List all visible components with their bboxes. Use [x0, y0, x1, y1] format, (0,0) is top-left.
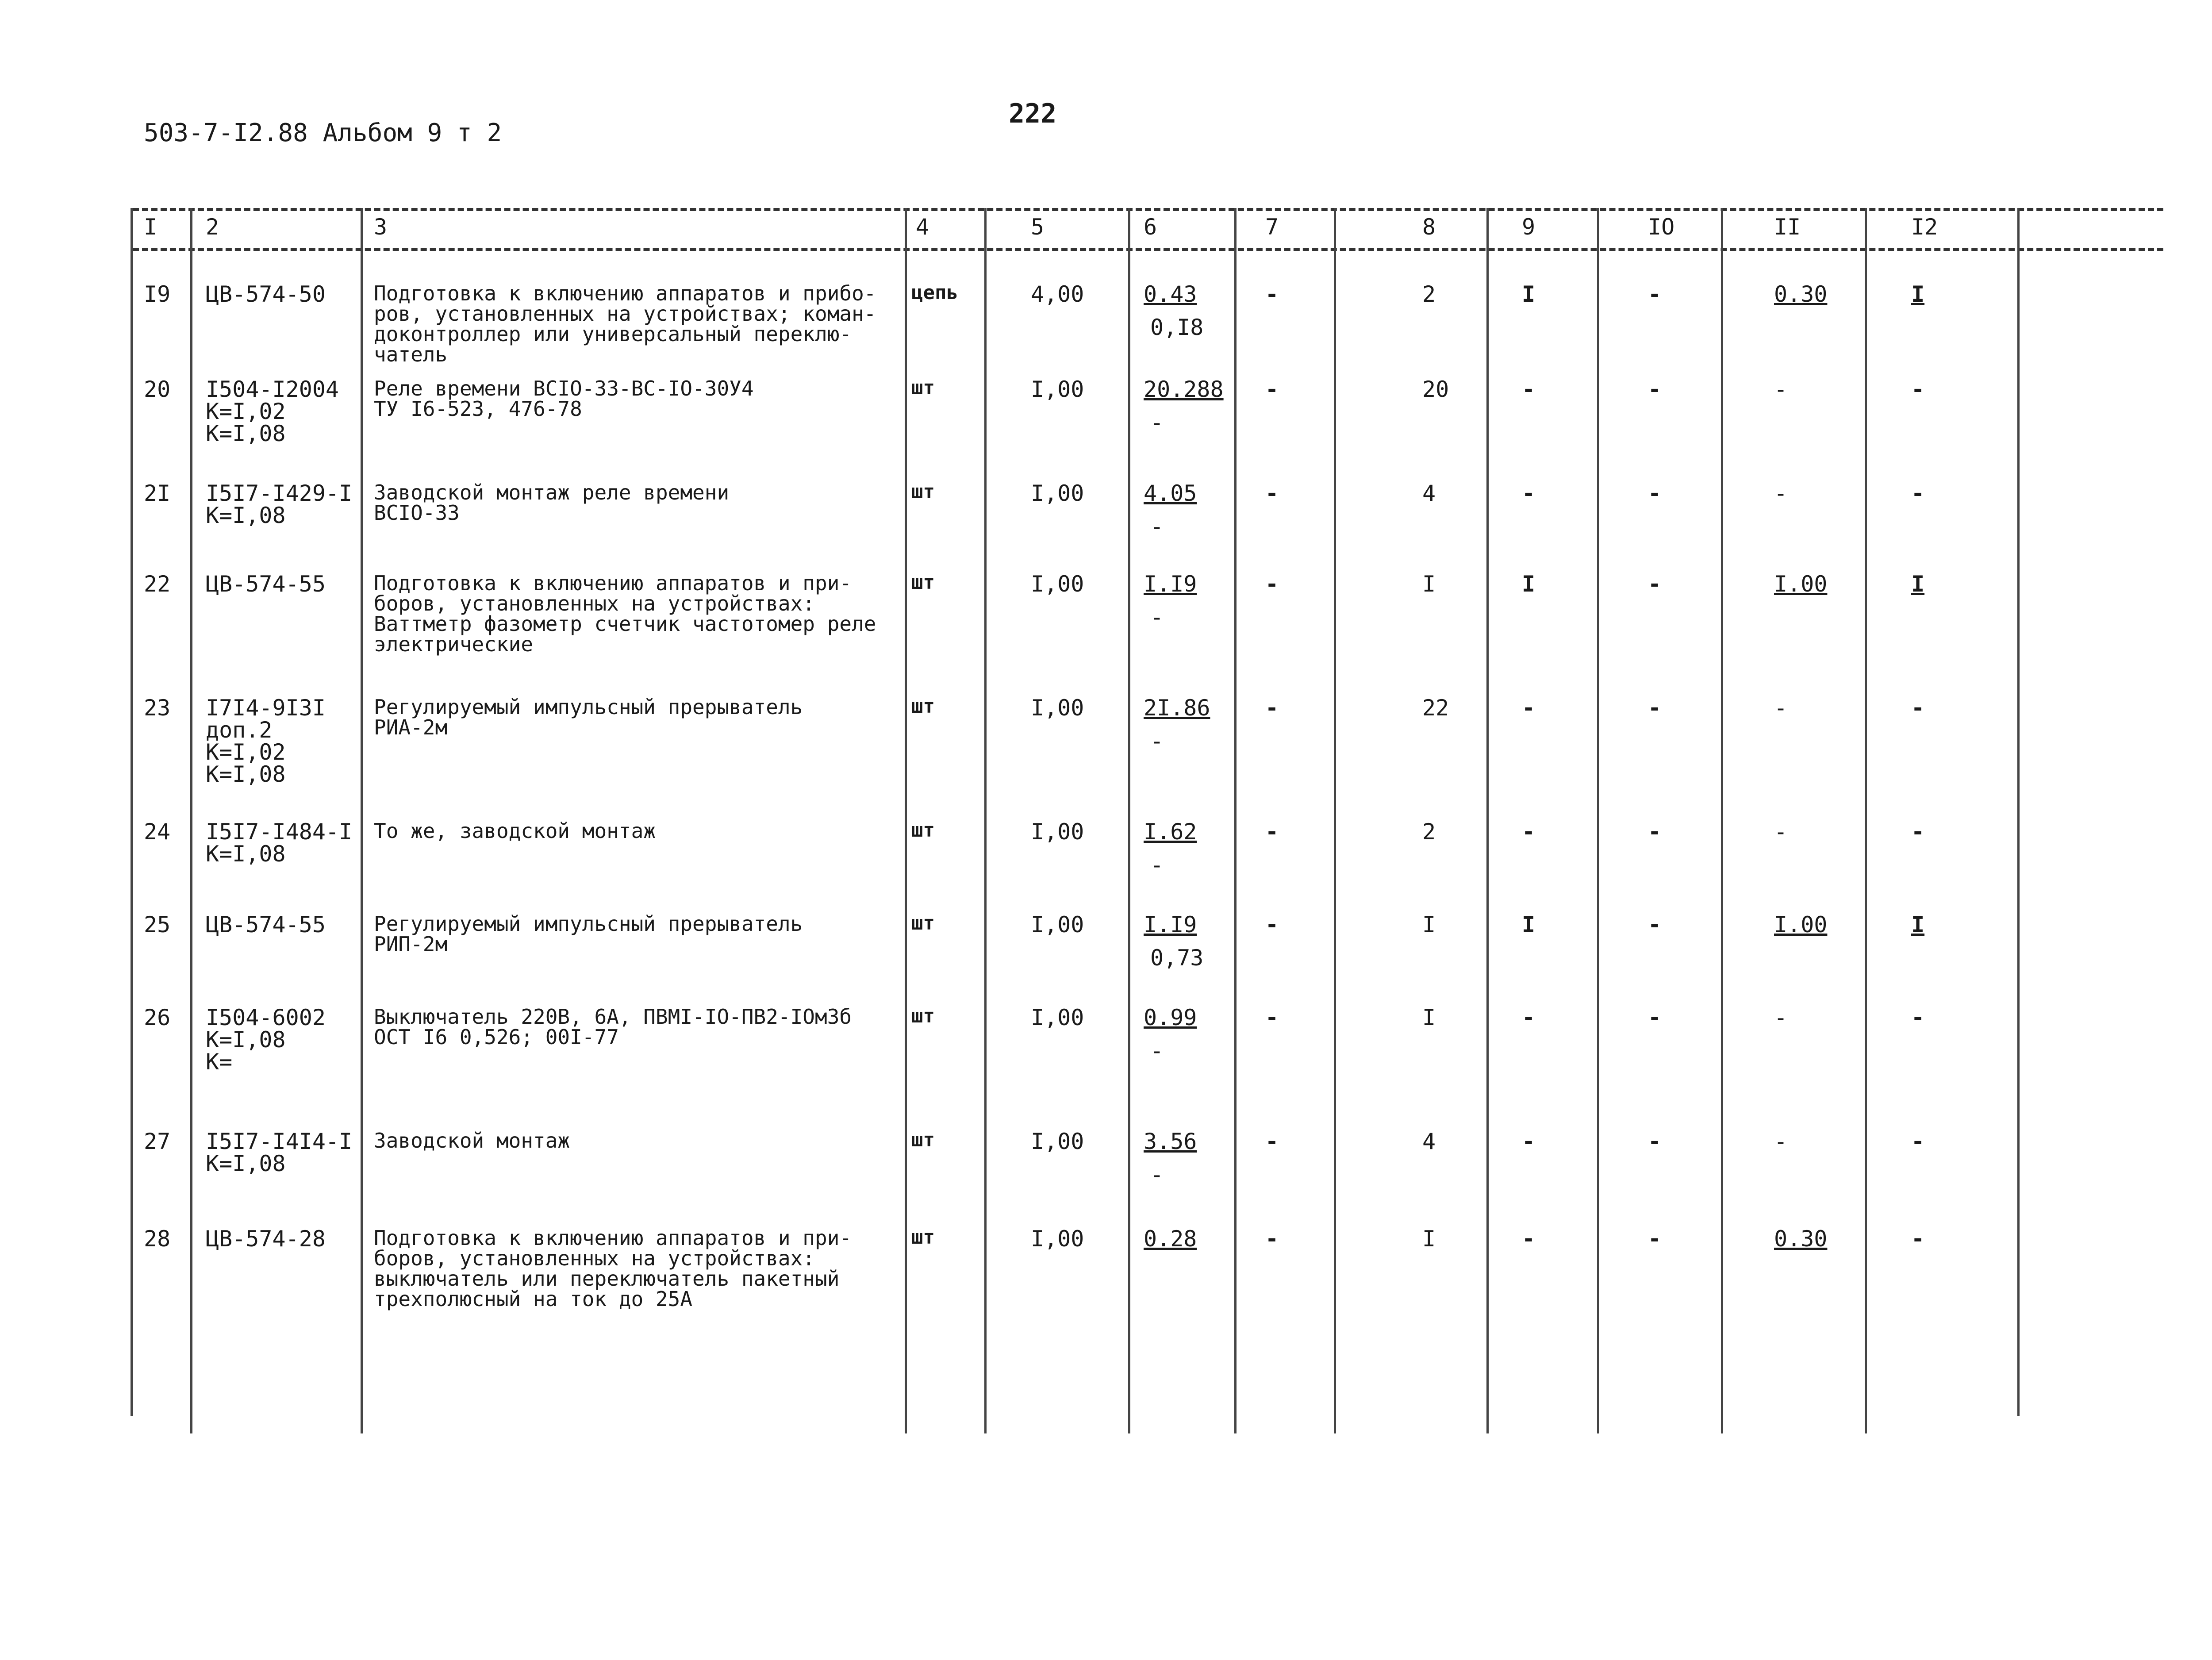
table-cell-desc: Выключатель 220В, 6А, ПВМI-IО-ПВ2-IОм3б ОСТ I6 0,526; 00I-77 [374, 1005, 852, 1049]
table-cell-c9: - [1522, 695, 1536, 721]
table-cell-desc: Подготовка к включению аппаратов и при- боров, установленных на устройствах: выключатель или переключатель пакетный трехполюсный на ток до 25А [374, 1226, 852, 1311]
table-cell-c12: I [1911, 281, 1925, 307]
table-cell-c12: - [1911, 377, 1925, 402]
table-cell-c8: I [1422, 912, 1436, 938]
column-divider [190, 208, 192, 1433]
table-cell-c8: I [1422, 1226, 1436, 1252]
table-cell-c10: - [1648, 480, 1662, 506]
table-cell-c12: I [1911, 571, 1925, 597]
table-cell-c8: 22 [1422, 695, 1449, 721]
table-cell-c10: - [1648, 1129, 1662, 1154]
table-cell-n: 26 [144, 1005, 171, 1030]
table-cell-qty: 4,00 [1031, 281, 1084, 307]
table-cell-unit: шт [911, 819, 935, 842]
table-cell-c9: - [1522, 480, 1536, 506]
table-cell-c7: - [1265, 1005, 1279, 1030]
column-divider [1865, 208, 1867, 1433]
table-cell-c6: 0.99 [1144, 1005, 1197, 1030]
table-cell-c8: I [1422, 571, 1436, 597]
table-cell-c6-lower: - [1150, 728, 1164, 754]
table-cell-c7: - [1265, 912, 1279, 938]
table-cell-n: 22 [144, 571, 171, 597]
table-cell-unit: шт [911, 480, 935, 503]
table-cell-c6: 2I.86 [1144, 695, 1210, 721]
table-cell-n: 27 [144, 1129, 171, 1154]
table-cell-c7: - [1265, 1226, 1279, 1252]
table-cell-desc: Подготовка к включению аппаратов и прибо- ров, установленных на устройствах; коман- доконтроллер или универсальный переклю- чатель [374, 281, 876, 366]
table-cell-c9: - [1522, 377, 1536, 402]
table-cell-c8: 4 [1422, 480, 1436, 506]
column-divider [2017, 208, 2020, 1416]
table-cell-c11: 0.30 [1774, 1226, 1828, 1252]
header-bottom-rule [133, 248, 2163, 251]
table-cell-c10: - [1648, 912, 1662, 938]
table-cell-c6: 20.288 [1144, 377, 1224, 402]
table-cell-code: I5I7-I429-I К=I,08 [206, 480, 353, 528]
table-cell-c6-lower: - [1150, 514, 1164, 539]
table-cell-c9: - [1522, 1226, 1536, 1252]
table-cell-c10: - [1648, 1226, 1662, 1252]
column-divider [1597, 208, 1599, 1433]
table-cell-c7: - [1265, 480, 1279, 506]
header-top-rule [133, 208, 2163, 211]
table-cell-c8: 2 [1422, 819, 1436, 845]
column-header: 7 [1265, 214, 1279, 240]
table-cell-c6: I.I9 [1144, 571, 1197, 597]
column-header: II [1774, 214, 1801, 240]
table-cell-n: 2I [144, 480, 171, 506]
table-cell-c10: - [1648, 819, 1662, 845]
table-cell-c6: 3.56 [1144, 1129, 1197, 1154]
table-cell-code: I5I7-I484-I К=I,08 [206, 819, 353, 867]
table-cell-unit: шт [911, 1226, 935, 1249]
table-cell-c8: 20 [1422, 377, 1449, 402]
column-header: IO [1648, 214, 1675, 240]
column-header: 8 [1422, 214, 1436, 240]
table-cell-c9: I [1522, 281, 1536, 307]
table-cell-desc: Регулируемый импульсный прерыватель РИП-2м [374, 912, 803, 956]
table-cell-n: 23 [144, 695, 171, 721]
column-header: I [144, 214, 157, 240]
table-cell-c12: I [1911, 912, 1925, 938]
column-divider [905, 208, 907, 1433]
table-cell-unit: шт [911, 377, 935, 399]
column-header: 3 [374, 214, 388, 240]
table-cell-c11: - [1774, 480, 1788, 506]
table-cell-qty: I,00 [1031, 377, 1084, 402]
page-number: 222 [1009, 98, 1057, 129]
table-cell-n: I9 [144, 281, 171, 307]
column-divider [131, 208, 133, 1416]
table-cell-c11: 0.30 [1774, 281, 1828, 307]
table-cell-c8: 4 [1422, 1129, 1436, 1154]
table-cell-desc: То же, заводской монтаж [374, 819, 656, 843]
table-cell-c6-lower: 0,I8 [1150, 315, 1204, 340]
column-divider [1234, 208, 1237, 1433]
table-cell-c11: - [1774, 377, 1788, 402]
table-cell-c7: - [1265, 819, 1279, 845]
table-cell-unit: шт [911, 571, 935, 594]
table-cell-c6: I.I9 [1144, 912, 1197, 938]
table-cell-c7: - [1265, 281, 1279, 307]
table-cell-c9: - [1522, 1005, 1536, 1030]
table-cell-c7: - [1265, 695, 1279, 721]
table-cell-code: I504-6002 К=I,08 К= [206, 1005, 326, 1075]
column-divider [1128, 208, 1130, 1433]
table-cell-c11: - [1774, 819, 1788, 845]
column-header: 4 [916, 214, 929, 240]
column-divider [1721, 208, 1723, 1433]
table-cell-n: 28 [144, 1226, 171, 1252]
table-cell-c10: - [1648, 695, 1662, 721]
table-cell-c12: - [1911, 819, 1925, 845]
table-cell-c6-lower: - [1150, 604, 1164, 630]
table-cell-c9: I [1522, 571, 1536, 597]
table-cell-c6-lower: - [1150, 1162, 1164, 1187]
column-header: I2 [1911, 214, 1938, 240]
table-cell-qty: I,00 [1031, 1226, 1084, 1252]
table-cell-code: I504-I2004 К=I,02 К=I,08 [206, 377, 339, 446]
column-divider [1486, 208, 1489, 1433]
column-header: 5 [1031, 214, 1045, 240]
table-cell-c12: - [1911, 1226, 1925, 1252]
table-cell-desc: Заводской монтаж реле времени ВСIО-33 [374, 480, 730, 525]
table-cell-n: 20 [144, 377, 171, 402]
table-cell-c8: 2 [1422, 281, 1436, 307]
table-cell-c6: 0.43 [1144, 281, 1197, 307]
column-divider [361, 208, 363, 1433]
table-cell-c7: - [1265, 377, 1279, 402]
table-cell-c6-lower: - [1150, 410, 1164, 435]
table-cell-c11: I.00 [1774, 912, 1828, 938]
table-cell-unit: цепь [911, 281, 958, 304]
table-cell-c6-lower: 0,73 [1150, 945, 1204, 971]
table-cell-qty: I,00 [1031, 1129, 1084, 1154]
table-cell-unit: шт [911, 1129, 935, 1151]
table-cell-code: ЦВ-574-28 [206, 1226, 326, 1252]
table-cell-desc: Реле времени ВСIО-33-ВС-IО-30У4 ТУ I6-523, 476-78 [374, 377, 754, 421]
table-cell-qty: I,00 [1031, 480, 1084, 506]
table-cell-c12: - [1911, 480, 1925, 506]
table-cell-n: 24 [144, 819, 171, 845]
table-cell-qty: I,00 [1031, 819, 1084, 845]
table-cell-code: ЦВ-574-50 [206, 281, 326, 307]
table-cell-c8: I [1422, 1005, 1436, 1030]
table-cell-desc: Регулируемый импульсный прерыватель РИА-2м [374, 695, 803, 739]
table-cell-c10: - [1648, 1005, 1662, 1030]
table-cell-c11: I.00 [1774, 571, 1828, 597]
column-divider [984, 208, 987, 1433]
column-divider [1334, 208, 1336, 1433]
table-cell-qty: I,00 [1031, 1005, 1084, 1030]
table-cell-c7: - [1265, 571, 1279, 597]
table-cell-c6: I.62 [1144, 819, 1197, 845]
table-cell-c6-lower: - [1150, 1038, 1164, 1064]
table-cell-unit: шт [911, 695, 935, 718]
document-designation: 503-7-I2.88 Альбом 9 т 2 [144, 119, 502, 147]
table-cell-desc: Подготовка к включению аппаратов и при- боров, установленных на устройствах: Ваттметр фазометр счетчик частотомер реле электрические [374, 571, 876, 656]
table-cell-c6: 4.05 [1144, 480, 1197, 506]
table-cell-code: I5I7-I4I4-I К=I,08 [206, 1129, 353, 1176]
table-cell-c12: - [1911, 695, 1925, 721]
table-cell-c12: - [1911, 1129, 1925, 1154]
table-cell-qty: I,00 [1031, 912, 1084, 938]
table-cell-c11: - [1774, 695, 1788, 721]
column-header: 9 [1522, 214, 1536, 240]
table-cell-c10: - [1648, 377, 1662, 402]
table-cell-n: 25 [144, 912, 171, 938]
table-cell-desc: Заводской монтаж [374, 1129, 570, 1153]
table-cell-c7: - [1265, 1129, 1279, 1154]
table-cell-c10: - [1648, 281, 1662, 307]
table-cell-code: I7I4-9I3I доп.2 К=I,02 К=I,08 [206, 695, 326, 787]
table-cell-c6-lower: - [1150, 852, 1164, 878]
table-cell-c11: - [1774, 1005, 1788, 1030]
table-cell-unit: шт [911, 1005, 935, 1027]
column-header: 2 [206, 214, 219, 240]
table-cell-c12: - [1911, 1005, 1925, 1030]
table-cell-c9: I [1522, 912, 1536, 938]
table-cell-c10: - [1648, 571, 1662, 597]
table-cell-code: ЦВ-574-55 [206, 571, 326, 597]
column-header: 6 [1144, 214, 1157, 240]
table-cell-code: ЦВ-574-55 [206, 912, 326, 938]
table-cell-unit: шт [911, 912, 935, 934]
table-cell-qty: I,00 [1031, 695, 1084, 721]
table-cell-qty: I,00 [1031, 571, 1084, 597]
table-cell-c9: - [1522, 1129, 1536, 1154]
table-cell-c9: - [1522, 819, 1536, 845]
table-cell-c6: 0.28 [1144, 1226, 1197, 1252]
table-cell-c11: - [1774, 1129, 1788, 1154]
